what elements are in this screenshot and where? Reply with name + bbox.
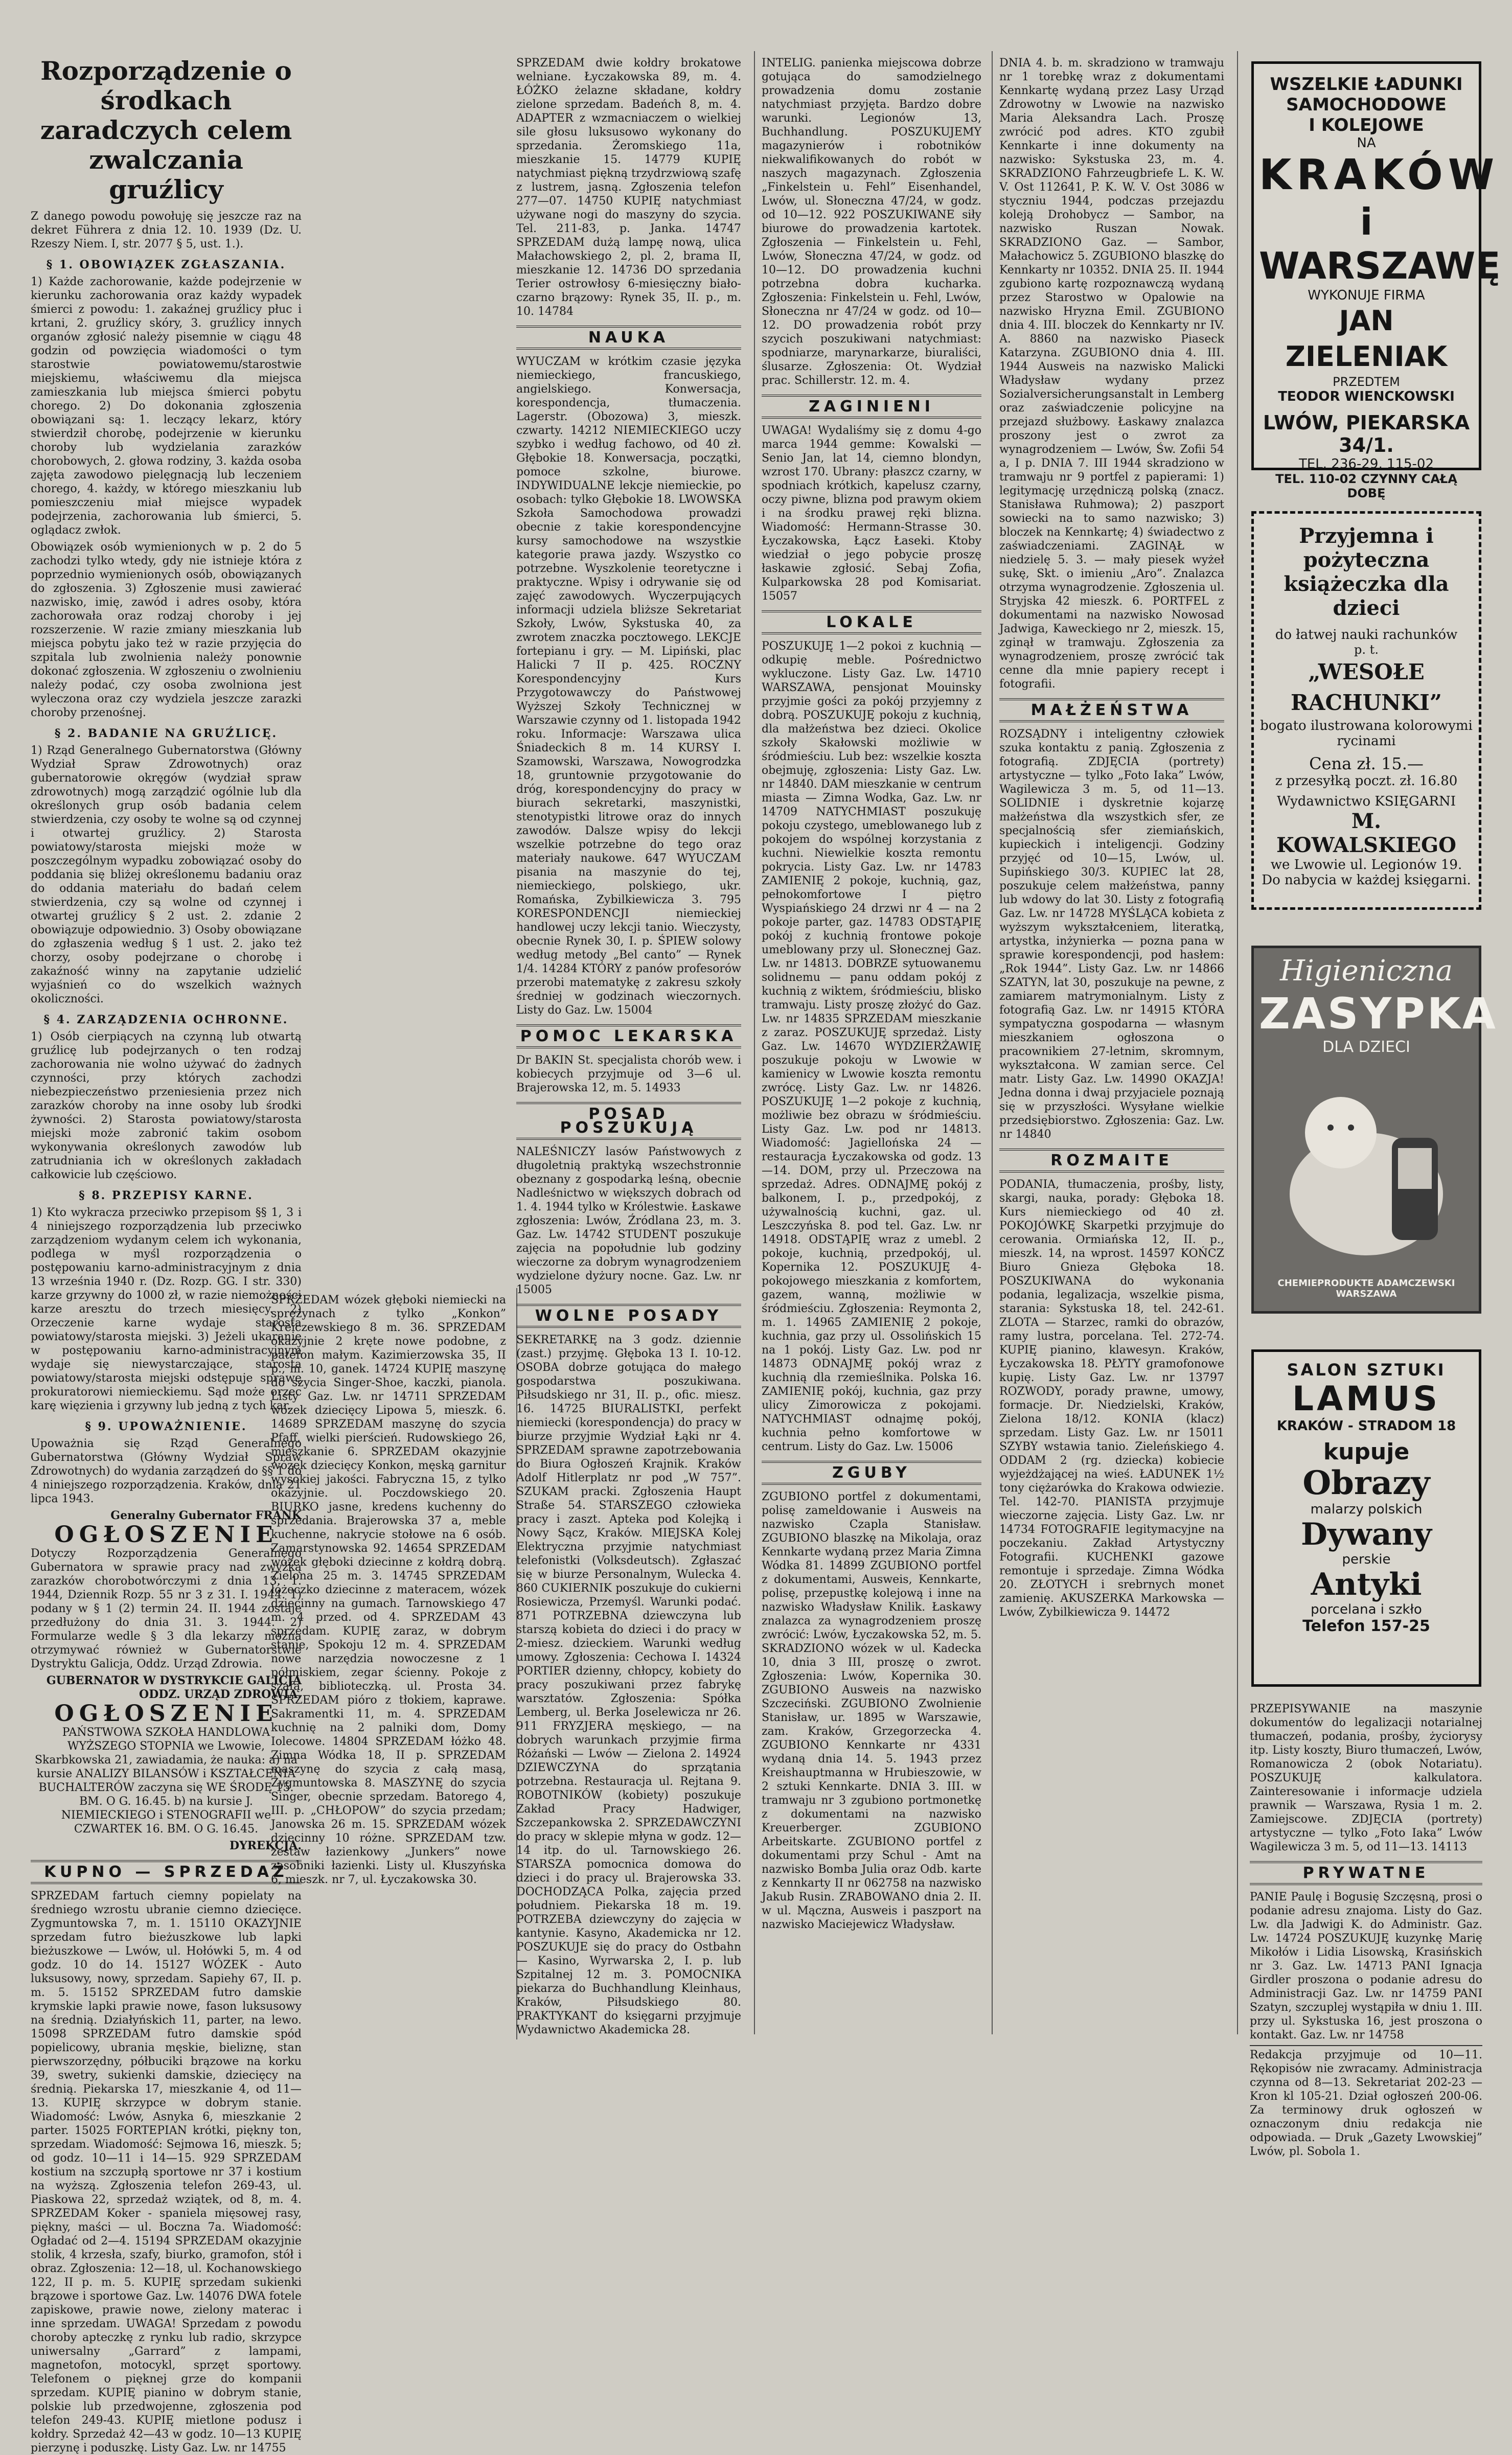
section-heading-wolne: WOLNE POSADY [516, 1304, 741, 1328]
signature: DYREKCJA. [229, 1839, 302, 1852]
ad-powder [1251, 946, 1498, 1314]
section-heading: § 1. OBOWIĄZEK ZGŁASZANIA. [46, 258, 286, 271]
ad-line: PRZEDTEM [1333, 375, 1400, 389]
classifieds-text: WYUCZAM w krótkim czasie języka niemieckiego, francuskiego, angielskiego. Konwersacja, korespondencja, tłumaczenia. Lagerstr. (Obozowa) 3, mieszk. czwarty. 14212 NIEMIECKIEGO uczy szybko i według fachowo, od 40 zł. Głębokie 18. Konwersacja, początki, pomoce szkolne, biurowe. INDYWIDUALNE lekcje niemieckie, po osobach: tylko Głębokie 18. LWOWSKA Szkoła Samochodowa prowadzi obecnie z takie korespondencyjne kursy samochodowe na wszystkie kategorie prawa jazdy. Wszystko co potrzebne. Wyszkolenie teoretyczne i praktyczne. Wpisy i odrywanie się od zajęć zawodowych. Wyczerpujących informacji udziela bliższe Sekretariat Szkoły, Lwów, Sykstuska 40, za zwrotem znaczka pocztowego. LEKCJE fortepianu i gry. — M. Lipiński, plac Halicki 7 II p. 425. ROCZNY Korespondencyjny Kurs Przygotowawczy do Państwowej Wyższej Szkoły Technicznej w Warszawie czynny od 1. listopada 1942 roku. Informacje: Warszawa ulica Śniadeckich 8 m. 14 KURSY I. Szamowski, Warszawa, Nowogrodzka 18, gruntownie przygotowanie do dróg, korespondencyjny do pracy w biurach sekretarki, maszynistki, stenotypistki litrowe oraz do innych zawodów. Dalsze wpisy do lekcji wszelkie potrzebne do tego oraz materiały naukowe. 647 WYUCZAM pisania na maszynie do tej, niemieckiego, polskiego, ukr. Romańska, Zybilkiewicza 3. 795 KORESPONDENCJI niemieckiej handlowej uczy lekcji tanio. Wieczysty, obecnie Rynek 30, I. p. ŚPIEW solowy według metody „Bel canto” — Rynek 1/4. 14284 KTÓRY z panów profesorów przerobi matematykę z zakresu szkoły średniej w godzinach wieczornych. Listy do Gaz. Lw. 15004 [516, 355, 741, 1017]
paragraph: 1) Każde zachorowanie, każde podejrzenie w kierunku zachorowania oraz każdy wypadek śmierci z powodu: 1. zakaźnej gruźlicy płuc i krtani, 2. gruźlicy skóry, 3. gruźlicy innych organów zgłosić należy pisemnie w ciągu 48 godzin od powzięcia wiadomości o tym starostwie powiatowemu/starostwie miejskiemu, właściwemu dla miejsca zamieszkania lub miejsca śmierci pobytu chorego. 2) Do dokonania zgłoszenia obowiązani są: 1. leczący lekarz, który stwierdził chorobę, podejrzenie w kierunku choroby lub wydzielania zarazków chorobowych, 2. głowa rodziny, 3. każda osoba zajęta zawodowo pielęgnacją lub leczeniem chorego, 4. każdy, w którego mieszkaniu lub pomieszczeniu miał miejsce wypadek podejrzenia, zachorowania lub śmierci, 5. oglądacz zwłok. [31, 276, 302, 537]
ad-line: M. KOWALSKIEGO [1276, 809, 1456, 857]
headline: Rozporządzenie o środkach zaradczych celem zwalczania gruźlicy [40, 56, 292, 204]
paragraph: 1) Rząd Generalnego Gubernatorstwa (Główny Wydział Spraw Zdrowotnych) oraz gubernatorowie okręgów (wydział spraw zdrowotnych) mogą zarządzić ogólnie lub dla określonych grup osób badania celem stwierdzenia, czy osoby te wolne są od czynnej i otwartej gruźlicy. 2) Starosta powiatowy/starosta miejski może w poszczególnym wypadku zobowiązać osoby do poddania się bliżej określonemu badaniu oraz do oddania materiału do badań celem stwierdzenia, czy są wolne od czynnej i otwartej gruźlicy § 2 ust. 2. zdanie 2 obowiązuje odpowiednio. 3) Osoby obowiązane do zgłaszenia według § 1 ust. 2. jako też chorzy, osoby podejrzane o chorobę i zakaźność winny na zapytanie udzielić wyjaśnień co do wszelkich ważnych okoliczności. [31, 744, 302, 1005]
ad-line: NA [1357, 135, 1376, 151]
ad-line: TEODOR WIENCKOWSKI [1278, 389, 1455, 404]
ad-line: i WARSZAWĘ [1259, 200, 1501, 287]
ad-line: porcelana i szkło [1311, 1602, 1422, 1617]
classifieds-text: INTELIG. panienka miejscowa dobrze gotująca do samodzielnego prowadzenia domu zostanie natychmiast przyjęta. Bardzo dobre warunki. Legionów 13, Buchhandlung. POSZUKUJEMY magazynierów i robotników niekwalifikowanych do robót w naszych magazynach. Zgłoszenia „Finkelstein u. Fehl” Eisenhandel, Lwów, ul. Słoneczna 47/24, w godz. od 10—12. 922 POSZUKIWANE siły biurowe do prowadzenia kartotek. Zgłoszenia — Finkelstein u. Fehl, Lwów, Słoneczna 47/24, w godz. od 10—12. DO prowadzenia kuchni potrzebna dobra kucharka. Zgłoszenia: Finkelstein u. Fehl, Lwów, Słoneczna nr 47/24 w godz. od 10—12. DO prowadzenia robót przy szycich poszukiwani natychmiast: spodniarze, marynarkarze, biuraliści, ślusarze. Zgłoszenia: Ot. Wydział prac. Schillerstr. 12. m. 4. [762, 57, 981, 387]
classifieds-text: DNIA 4. b. m. skradziono w tramwaju nr 1 torebkę wraz z dokumentami Kennkartę wydaną przez Lasy Urząd Zdrowotny w Lwowie na nazwisko Maria Aleksandra Lach. Proszę zwrócić pod adres. KTO zgubił Kennkarte i inne dokumenty na nazwisko: Sykstuska 23, m. 4. SKRADZIONO Fahrzeugbriefe L. K. W. V. Ost 112641, P. K. W. V. Ost 3086 w styczniu 1944, podczas przejazdu koleją Drohobycz — Sambor, na nazwisko Ruszan Nowak. SKRADZIONO Gaz. — Sambor, Małachowicz 5. ZGUBIONO blaszkę do Kennkarty nr 10352. DNIA 25. II. 1944 zgubiono kartę rozpoznawczą wydaną przez Starostwo w Opalowie na nazwisko Hryzna Emil. ZGUBIONO dnia 4. III. bloczek do Kennkarty nr IV. A. 8860 na nazwisko Piaseck Katarzyna. ZGUBIONO dnia 4. III. 1944 Ausweis na nazwisko Malicki Władysław wydany przez Sozialversicherungsanstalt in Lemberg oraz zaświadczenie policyjne na przejazd służbowy. Łaskawy znalazca proszony jest o zwrot za wynagrodzeniem — Lwów, Św. Zofii 54 a, I p. DNIA 7. III 1944 skradziono w tramwaju nr 9 portfel z papierami: 1) legitymację urzędniczą polską (znacz. Stanisława Ruhmowa); 2) paszport sowiecki na to samo nazwisko; 3) bloczek na Kennkartę; 4) świadectwo z zaświadczeniami. ZAGINĄŁ w niedzielę 5. 3. — mały piesek wyżeł sukę, Skt. o imieniu „Aro”. Znalazca otrzyma wynagrodzenie. Zgłoszenia ul. Stryjska 42 mieszk. 6. PORTFEL z dokumentami na nazwisko Nowosad Jadwiga, Kaweckiego nr 2, mieszk. 15, zginął w tramwaju. Zgłoszenia za wynagrodzeniem, proszę zwrócić tak cenne dla mnie papiery recept i fotografii. [999, 57, 1224, 691]
column-4 [999, 56, 1224, 2039]
paragraph: Dotyczy Rozporządzenia Generalnego Gubernatora w sprawie pracy nad zwyżką zarazków chorobotwórczymi z dnia 13. 1. 1944, Dziennik Rozp. 55 nr 3 z 31. I. 1944. 1) podany w § 1 (2) termin 24. II. 1944 zostaje przedłużony do dnia 31. 3. 1944. 2) Formularze wedle § 3 dla lekarzy można otrzymywać również w Gubernatorstwie Dystryktu Galicja, Oddz. Urząd Zdrowia. [31, 1547, 302, 1670]
signature: Generalny Gubernator FRANK [110, 1509, 302, 1522]
ad-transport [1251, 61, 1501, 500]
paragraph: Obowiązek osób wymienionych w p. 2 do 5 zachodzi tylko wtedy, gdy nie istnieje która z poprzednio wymienionych osób, obowiązanych do zgłoszenia. 3) Zgłoszenie musi zawierać nazwisko, imię, zawód i adres osoby, która zachorowała oraz rodzaj choroby i jej rozszerzenie. W razie zmiany mieszkania lub miejsca pobytu jako też w razie przyjęcia do szpitala lub zwolnienia należy ponownie dokonać zgłoszenia. W zgłoszeniu o zwolnieniu należy podać, czy osoba zwolniona jest wyleczona oraz czy wydziela jeszcze zarazki choroby przenośnej. [31, 541, 302, 719]
section-heading-zguby: ZGUBY [762, 1461, 981, 1485]
column-rule [1237, 51, 1238, 2034]
ad-line: p. t. [1354, 643, 1379, 657]
ad-line: z przesyłką poczt. zł. 16.80 [1275, 773, 1458, 789]
ad-line: KRAKÓW [1259, 151, 1500, 199]
ad-line: TEL. 236-29, 115-02 [1298, 456, 1434, 472]
ad-line: LWÓW, PIEKARSKA 34/1. [1263, 411, 1470, 456]
section-heading-rozmaite: ROZMAITE [999, 1149, 1224, 1173]
classifieds-text: ROZSĄDNY i inteligentny człowiek szuka kontaktu z panią. Zgłoszenia z fotografią. ZDJĘCIA (portrety) artystyczne — tylko „Foto Iaka” Lwów, Wagilewicza 3 m. 5, od 11—13. SOLIDNIE i dyskretnie kojarzę małżeństwa dla wszystkich sfer, ze specjalnością sfer ziemiańskich, kupieckich i inteligencji. Godziny przyjęć od 10—15, Lwów, ul. Supińskiego 30/3. KUPIEC lat 28, poszukuje celem małżeństwa, panny lub wdowy do lat 30. Listy z fotografią Gaz. Lw. nr 14728 MYŚLĄCA kobieta z wyższym wykształceniem, literatką, artystka, inżynierka — pozna pana w sprawie korespondencji, pod hasłem: „Rok 1944”. Listy Gaz. Lw. nr 14866 SZATYN, lat 30, poszukuje na pewne, z zamiarem matrymonialnym. Listy z fotografią Gaz. Lw. nr 14915 KTÓRA sympatyczna gospodarna — własnym mieszkaniem ogłoszona o pracownikiem 27-letnim, skromnym, wykształcona. W zamian serce. Cel matr. Listy Gaz. Lw. 14990 OKAZJA! Jedna donna i dwaj przyjaciele poznają się w przyszłości. Wysyłane wielkie przedsiębiorstwo. Zgłoszenia: Gaz. Lw. nr 14840 [999, 728, 1224, 1141]
classifieds-text: SEKRETARKĘ na 3 godz. dziennie (zast.) przyjmę. Głęboka 13 I. 10-12. OSOBA dobrze gotująca do małego gospodarstwa poszukiwana. Piłsudskiego nr 31, II. p., ofic. miesz. 16. 14725 BIURALISTKI, perfekt niemiecki (korespondencja) do pracy w biurze przyjmie Wydział Łąki nr 4. SPRZEDAM sprawne zapotrzebowania do Biura Ogłoszeń Krajnik. Kraków Adolf Hitlerplatz nr pod „W 757”. SZUKAM pracki. Zgłoszenia Haupt Straße 54. STARSZEGO człowieka pracy i zaszt. Apteka pod Kolejką i Nowy Sącz, Kraków. MIEJSKA Kolej Elektryczna przyjmie natychmiast telefonistki (Volksdeutsch). Zgłaszać się w biurze Personalnym, Wulecka 4. 860 CUKIERNIK poszukuje do cukierni Rosiewicza, Przemyśl. Warunki podać. 871 POTRZEBNA dziewczyna lub starszą kobieta do dzieci i do pracy w 2-miesz. dzieckiem. Warunki według umowy. Zgłoszenia: Cechowa I. 14324 PORTIER dzienny, chłopcy, kobiety do pracy poszukiwani przez fabrykę warsztatów. Zgłoszenia: Spółka Lemberg, ul. Berka Joselewicza nr 26. 911 FRYZJERA męskiego, — na dobrych warunkach przyjmie firma Różański — Lwów — Zielona 2. 14924 DZIEWCZYNA do sprzątania potrzebna. Restauracja ul. Rejtana 9. ROBOTNIKÓW (kobiety) poszukuje Zakład Pracy Hadwiger, Szczepankowska 2. SPRZEDAWCZYNI do pracy w sklepie młyna w godz. 12—14 itp. do ul. Tarnowskiego 26. STARSZA pomocnica domowa do dzieci i do pracy ul. Brajerowska 33. DOCHODZĄCA Polka, zajęcia przed południem. Piekarska 18 m. 19. POTRZEBA dziewczyny do zajęcia w kantynie. Kasyno, Akademicka nr 12. POSZUKUJE się do pracy do Ostbahn — Kasino, Wyrwarska 2, I. p. lub Szpitalnej 12 m. 3. POMOCNIKA piekarza do Buchhandlung Kleinhaus, Kraków, Piłsudskiego 80. PRAKTYKANT do księgarni przyjmuje Wydawnictwo Akademicka 28. [516, 1334, 741, 2036]
ad-line: „WESOŁE RACHUNKI” [1291, 659, 1442, 715]
intro: Z danego powodu powołuję się jeszcze raz na dekret Führera z dnia 12. 10. 1939 (Dz. U. Rzeszy Niem. I, str. 2077 § 5, ust. 1.). [31, 210, 302, 250]
section-heading: § 4. ZARZĄDZENIA OCHRONNE. [43, 1013, 289, 1026]
classifieds-text: PRZEPISYWANIE na maszynie dokumentów do legalizacji notarialnej tłumaczeń, podania, prośby, życiorysy itp. Listy koszty, Biuro tłumaczeń, Lwów, Romanowicza 2 (obok Notariatu). POSZUKUJĘ kalkulatora. Zainteresowanie i informacje udziela prawnik — Warszawa, Rysia 1 m. 2. Zamiejscowe. ZDJĘCIA (portrety) artystyczne — tylko „Foto Iaka” Lwów Wagilewicza 3 m. 5, od 11—13. 14113 [1250, 1703, 1482, 1853]
ad-line: książeczka dla dzieci [1284, 572, 1449, 620]
ad-line: Wydawnictwo KSIĘGARNI [1276, 794, 1456, 809]
ad-line: do łatwej nauki rachunków [1275, 627, 1458, 643]
classifieds-text: PANIE Paulę i Bogusię Szczęsną, prosi o podanie adresu znajoma. Listy do Gaz. Lw. dla Jadwigi K. do Administr. Gaz. Lw. 14724 POSZUKUJĘ kuzynkę Marię Mikołów i Lidia Lisowską, Krasińskich nr 3. Gaz. Lw. 14713 PANI Ignacja Girdler proszona o podanie adresu do Administracji Gaz. Lw. nr 14759 PANI Szatyn, szczuplej wystąpiła w dniu 1. III. przy ul. Sykstuska 16, jest proszona o kontakt. Gaz. Lw. nr 14758 [1250, 1891, 1482, 2041]
ad-line: SALON SZTUKI [1287, 1360, 1446, 1380]
ad-line: kupuje [1323, 1439, 1410, 1465]
column-3 [762, 56, 981, 2039]
section-heading-malzenstwa: MAŁŻEŃSTWA [999, 698, 1224, 722]
column-2 [516, 56, 741, 2036]
ad-line: Obrazy [1302, 1464, 1430, 1502]
ad-line: Higieniczna [1280, 954, 1453, 988]
ad-line: WSZELKIE ŁADUNKI [1270, 74, 1463, 95]
section-heading: § 9. UPOWAŻNIENIE. [85, 1420, 247, 1433]
column-rule [754, 51, 755, 2034]
section-heading: § 8. PRZEPISY KARNE. [79, 1189, 254, 1202]
column-2-lower [271, 1293, 506, 2034]
signature: GUBERNATOR W DYSTRYKCIE GALICJA ODDZ. URZĄD ZDROWIA. [46, 1674, 302, 1701]
ad-line: Telefon 157-25 [1302, 1617, 1430, 1635]
ad-line: perskie [1342, 1552, 1391, 1567]
section-heading-posad: POSAD POSZUKUJĄ [516, 1102, 741, 1140]
column-1 [31, 56, 302, 2454]
section-heading: § 2. BADANIE NA GRUŹLICĘ. [54, 727, 278, 740]
classifieds-text: SPRZEDAM wózek głęboki niemiecki na sprężynach z tylko „Konkon” Kreiczewskiego 8 m. 36. SPRZEDAM okazyjnie 2 kręte nowe podobne, z patefon małym. Kazimierzowska 35, II p., m. 10, ganek. 14724 KUPIĘ maszynę do szycia Singer-Shoe, kaczki, pianola. Listy Gaz. Lw. nr 14711 SPRZEDAM wózek dziecięcy Lipowa 5, mieszk. 6. 14689 SPRZEDAM maszynę do szycia Pfaff, wielki pierścień. Rudowskiego 26, mieszkanie 6. SPRZEDAM okazyjnie wózek dziecięcy Konkon, męską garnitur wysokiej jakości. Fabryczna 15, z tylko okazyjnie. ul. Poczdowskiego 20. BIURKO jasne, kredens kuchenny do sprzedania. Brajerowska 37 a, meble kuchenne, nakrycie stołowe na 6 osób. Zamarstynowska 92. 14654 SPRZEDAM wózek głęboki dziecinne z kołdrą dobrą. Zielona 25 m. 3. 14745 SPRZEDAM łóżeczko dziecinne z materacem, wózek dziecinny na gumach. Tarnowskiego 47 m. 4 przed. od 4. SPRZEDAM 43 sprzedam. KUPIĘ zaraz, w dobrym stanie, Spokoju 12 m. 4. SPRZEDAM nowe narzędzia nowoczesne z 1 półmiskiem, zegar ścienny. Pokoje z szafą, biblioteczką. ul. Prosta 34. SPRZEDAM pióro z tłokiem, kaprawe. Sakramentki 11, m. 4. SPRZEDAM kuchnię na 2 palniki dom, Domy Iolecowe. 14804 SPRZEDAM łóżko 48. Zimna Wódka 18, II p. SPRZEDAM maszynę do szycia z całą masą, Zygmuntowska 8. MASZYNĘ do szycia Singer, obecnie sprzedam. Batorego 4, III. p. „CHŁOPOW” do szycia przedam; Janowska 26 m. 15. SPRZEDAM wózek dziecinny 10 różne. SPRZEDAM tzw. zestaw łazienkowy „Junkers” nowe zasobniki łazienki. Listy ul. Kłuszyńska 6, mieszk. nr 7, ul. Łyczakowska 30. [271, 1294, 506, 1886]
paragraph: 1) Kto wykracza przeciwko przepisom §§ 1, 3 i 4 niniejszego rozporządzenia lub przeciwko zarządzeniom wydanym celem ich wykonania, podlega w myśl rozporządzenia o postępowaniu karno-administracyjnym z dnia 13 września 1940 r. (Dz. Rozp. GG. I str. 330) karze grzywny do 1000 zł, w razie niemożności karze aresztu do trzech miesięcy. 2) Orzeczenie karne wydaje starosta powiatowy/starosta miejski. 3) Jeżeli ukaranie w postępowaniu karno-administracyjnym wydaje się niewystarczające, starosta powiatowy/starosta miejski odstępuje sprawę prokuratorowi niemieckiemu. Sąd może orzec karę więzienia i grzywny lub jedną z tych kar. [31, 1206, 302, 1412]
ad-line: LAMUS [1292, 1379, 1440, 1418]
ad-line: Dywany [1301, 1517, 1432, 1552]
section-heading-zaginieni: ZAGINIENI [762, 395, 981, 419]
ad-line: CHEMIEPRODUKTE ADAMCZEWSKI WARSZAWA [1277, 1278, 1455, 1299]
baby-illustration-icon [1264, 1061, 1469, 1276]
ad-line: ZASYPKA [1259, 989, 1498, 1039]
ad-line: Przyjemna i pożyteczna [1299, 524, 1434, 572]
classifieds-text: ZGUBIONO portfel z dokumentami, polisę zameldowanie i Ausweis na nazwisko Czapla Stanisław. ZGUBIONO blaszkę na Mikolaja, oraz Kennkarte wydaną przez Maria Zimna Wódka 81. 14899 ZGUBIONO portfel z dokumentami, Ausweis, Kennkarte, polisę, przepustkę kolejową i inne na nazwisko Władysław Knilik. Łaskawy znalazca za wynagrodzeniem proszę zwrócić: Lwów, Łyczakowska 52, m. 5. SKRADZIONO wózek w ul. Kadecka 10, dnia 3 III, proszę o zwrot. Zgłoszenia: Lwów, Kopernika 30. ZGUBIONO Ausweis na nazwisko Szczeciński. ZGUBIONO Zwolnienie Stanisław, ur. 1895 w Warszawie, zam. Kraków, Grzegorzecka 4. ZGUBIONO Kennkarte nr 4331 wydaną dnia 14. 5. 1943 przez Kreishauptmanna w Hrubieszowie, w 2 sztuki Kennkarte. DNIA 3. III. w tramwaju nr 3 zgubiono portmonetkę z dokumentami na nazwisko Kreuerberger. ZGUBIONO Arbeitskarte. ZGUBIONO portfel z dokumentami przy Schul - Amt na nazwisko Bomba Julia oraz Odb. karte z Kennkarty II nr 062758 na nazwisko Jakub Rusin. ZRABOWANO dnia 2. II. w ul. Mączna, Ausweis i paszport na nazwisko Maciejewicz Władysław. [762, 1490, 981, 1931]
ad-line: SAMOCHODOWE [1286, 95, 1447, 115]
column-5-lower [1250, 1702, 1482, 2158]
ad-line: JAN ZIELENIAK [1285, 305, 1448, 373]
paragraph: Upoważnia się Rząd Generalnego Gubernatorstwa (Główny Wydział Spraw Zdrowotnych) do wydania zarządzeń do §§ 1 do 4 niniejszego rozporządzenia. Kraków, dnia 21 lipca 1943. [31, 1437, 302, 1505]
section-heading-pomoc: POMOC LEKARSKA [516, 1024, 741, 1048]
ad-line: TEL. 110-02 CZYNNY CAŁĄ DOBĘ [1275, 472, 1457, 500]
ad-lamus [1251, 1349, 1481, 1687]
ad-line: DLA DZIECI [1322, 1038, 1410, 1056]
section-heading-nauka: NAUKA [516, 326, 741, 350]
section-heading-lokale: LOKALE [762, 610, 981, 634]
classifieds-text: Dr BAKIN St. specjalista chorób wew. i kobiecych przyjmuje od 3—6 ul. Brajerowska 12, m. 5. 14933 [516, 1054, 741, 1094]
section-heading-prywatne: PRYWATNE [1250, 1861, 1482, 1885]
classifieds-text: UWAGA! Wydaliśmy się z domu 4-go marca 1944 gemme: Kowalski — Senio Jan, lat 14, ciemno blondyn, wzrost 170. Ubrany: płaszcz czarny, w spodniach krótkich, kapelusz czarny, oczy piwne, blizna pod prawym okiem i na środku prawej ręki blizna. Wiadomość: Hermann-Strasse 30. Łyczakowska, Łącz Łaseki. Ktoby wiedział o jego pobycie proszę łaskawie zgłosić. Sebaj Zofia, Kulparkowska 28 pod Komisariat. 15057 [762, 424, 981, 603]
classifieds-text: SPRZEDAM fartuch ciemny popielaty na średniego wzrostu ubranie ciemno dziecięce. Zygmuntowska 7, m. 1. 15110 OKAZYJNIE sprzedam futro bieżuszkowe lub lapki bieżuszkowe — Lwów, ul. Hołówki 5, m. 4 od godz. 10 do 14. 15127 WÓZEK - Auto luksusowy, nowy, sprzedam. Sapiehy 67, II. p. m. 5. 15152 SPRZEDAM futro damskie krymskie lapki prawie nowe, fason luksusowy na średnią. Działyńskich 11, parter, na lewo. 15098 SPRZEDAM futro damskie spód popielicowy, ubrania męskie, bieliznę, stan pierwszorzędny, półbuciki brązowe na korku 39, swetry, sukienki damskie, dziecięcy na średnią. Piekarska 17, mieszkanie 4, od 11—13. KUPIĘ skrzypce w dobrym stanie. Wiadomość: Lwów, Asnyka 6, mieszkanie 2 parter. 15025 FORTEPIAN krótki, piękny ton, sprzedam. Wiadomość: Sejmowa 16, mieszk. 5; od godz. 10—11 i 14—15. 929 SPRZEDAM kostium na szczupłą sportowe nr 37 i kostium na wyższą. Zgłoszenia telefon 269-43, ul. Piaskowa 22, sprzedaż wziątek, od 8, m. 4. SPRZEDAM Koker - spaniela mięsowej rasy, piękny, maści — ul. Boczna 7a. Wiadomość: Ogładać od 2—4. 15194 SPRZEDAM okazyjnie stolik, 4 krzesła, szafy, biurko, gramofon, stół i obraz. Zgłoszenia: 12—18, ul. Kochanowskiego 122, II p. m. 5. KUPIĘ sprzedam sukienki brązowe i sportowe Gaz. Lw. 14076 DWA fotele zapiskowe, prawie nowe, zielony materac i inne sprzedam. UWAGA! Sprzedam z powodu choroby apteczkę z rynku lub radio, skrzypce uniwersalny „Garrard” z lampami, magnetofon, motocykl, sprzęt sportowy. Telefonem o pięknej grze do kompanii sprzedam. KUPIĘ pianino w dobrym stanie, polskie lub przedwojenne, zgłoszenia pod telefon 249-43. KUPIĘ mietlone podusz i kołdry. Sprzedaż 42—43 w godz. 10—13 KUPIĘ pierzynę i poduszkę. Listy Gaz. Lw. nr 14755 [31, 1890, 302, 2454]
column-rule [992, 51, 993, 2034]
ad-line: bogato ilustrowana kolorowymi rycinami [1260, 718, 1473, 749]
paragraph: PAŃSTWOWA SZKOŁA HANDLOWA WYŻSZEGO STOPNIA we Lwowie, Skarbkowska 21, zawiadamia, że nauka: a) na kursie ANALIZY BILANSÓW i KSZTAŁCENIA BUCHALTERÓW zaczyna się WE ŚRODĘ 15. BM. O G. 16.45. b) na kursie J. NIEMIECKIEGO i STENOGRAFII we CZWARTEK 16. BM. O G. 16.45. [34, 1726, 297, 1835]
ad-line: malarzy polskich [1310, 1502, 1423, 1517]
ad-line: I KOLEJOWE [1309, 115, 1424, 135]
ad-line: Antyki [1311, 1567, 1422, 1602]
ad-line: KRAKÓW - STRADOM 18 [1276, 1418, 1456, 1434]
classifieds-text: SPRZEDAM dwie kołdry brokatowe welniane. Łyczakowska 89, m. 4. ŁÓŻKO żelazne składane, kołdry zielone sprzedam. Badeńch 8, m. 4. ADAPTER z wzmacniaczem o wielkiej sile głosu luksusowo wykonany do sprzedania. Żeromskiego 11a, mieszkanie 15. 14779 KUPIĘ natychmiast piękną trzydrzwiową szafę z lustrem, jasną. Zgłoszenia telefon 277—07. 14750 KUPIĘ natychmiast używane nogi do maszyny do szycia. Tel. 211-83, p. Janka. 14747 SPRZEDAM dużą lampę nową, ulica Małachowskiego 2, pl. 2, brama II, mieszkanie 12. 14736 DO sprzedania Terier ostrowłosy 6-miesięczny biało-czarno brązowy: Rynek 35, II. p., m. 10. 14784 [516, 57, 741, 318]
ad-book [1251, 511, 1481, 910]
ad-line: Do nabycia w każdej księgarni. [1262, 873, 1471, 888]
ad-line: Cena zł. 15.— [1309, 754, 1424, 773]
announcement-heading: OGŁOSZENIE [54, 1701, 278, 1727]
ad-line: WYKONUJE FIRMA [1308, 288, 1425, 303]
announcement-heading: OGŁOSZENIE [54, 1522, 278, 1548]
classifieds-text: NALEŚNICZY lasów Państwowych z długoletnią praktyką wszechstronnie obeznany z gospodarką leśną, obecnie Nadleśnictwo w większych dobrach od 1. 4. 1944 tylko w Królestwie. Łaskawe zgłoszenia: Lwów, Źródlana 23, m. 3. Gaz. Lw. 14742 STUDENT poszukuje zajęcia na popołudnie lub godziny wieczorne za dobrym wynagrodzeniem wydzielone dyżury nocne. Gaz. Lw. nr 15005 [516, 1145, 741, 1296]
section-heading-kupno: KUPNO — SPRZEDAŻ [31, 1860, 302, 1884]
editorial-note: Redakcja przyjmuje od 10—11. Rękopisów nie zwracamy. Administracja czynna od 8—13. Sekretariat 202-23 — Kron kl 105-21. Dział ogłoszeń 200-06. Za terminowy druk ogłoszeń w oznaczonym dniu redakcja nie odpowiada. — Druk „Gazety Lwowskiej” Lwów, pl. Sobola 1. [1250, 2045, 1482, 2159]
classifieds-text: POSZUKUJĘ 1—2 pokoi z kuchnią — odkupię meble. Pośrednictwo wykluczone. Listy Gaz. Lw. 14710 WARSZAWA, pensjonat Mouinsky przyjmie gości za pokój przyjemny z dobrą. POSZUKUJĘ pokoju z kuchnią, dla małżeństwa bez dzieci. Okolice szkoły Skałowski możliwie w śródmieściu. Lub bez: wszelkie koszta obejmuję, zgłoszenia: Listy Gaz. Lw. nr 14840. DAM mieszkanie w centrum miasta — Zimna Wodka, Gaz. Lw. nr 14709 NATYCHMIAST poszukuję pokoju czystego, umeblowanego lub z pokojem do wspólnej korzystania z kuchni. Niewielkie koszta remontu pokrycia. Listy Gaz. Lw. nr 14783 ZAMIENIĘ 2 pokoje, kuchnią, gaz, pełnokomfortowe I piętro Wyspiańskiego 24 drzwi nr 4 — na 2 pokoje parter, gaz. 14783 ODSTĄPIĘ pokój z kuchnią frontowe pokoje umeblowany przy ul. Słonecznej Gaz. Lw. nr 14813. DOBRZE sytuowanemu solidnemu — panu oddam pokój z kuchnią z wiktem, śródmieściu, blisko tramwaju. Listy proszę złożyć do Gaz. Lw. nr 14835 SPRZEDAM mieszkanie z zaraz. POSZUKUJĘ sprzedaż. Listy Gaz. Lw. 14670 WYDZIERŻAWIĘ poszukuje pokoju w Lwowie w kamienicy w Lwowie koszta remontu zwrócę. Listy Gaz. Lw. nr 14826. POSZUKUJĘ 1—2 pokoje z kuchnią, możliwie bez obrazu w śródmieściu. Listy Gaz. Lw. pod nr 14813. Wiadomość: Jagiellońska 24 — restauracja Łyczakowska od godz. 13—14. DOM, przy ul. Przeczowa na sprzedaż. Adres. ODNAJMĘ pokój z balkonem, I. p., przedpokój, z używalnością kuchni, gaz. ul. Leszczyńska 8. pod tel. Gaz. Lw. nr 14918. ODSTĄPIĘ wraz z umebl. 2 pokoje, kuchnią, przedpokój, ul. Kopernika 12. POSZUKUJĘ 4-pokojowego mieszkania z komfortem, gazem, wanną, możliwie w śródmieściu. Zgłoszenia: Reymonta 2, m. 1. 14965 ZAMIENIĘ 2 pokoje, kuchnia, gaz przy ul. Ossolińskich 15 na 1 pokój. Listy Gaz. Lw. pod nr 14873 ODNAJMĘ pokój wraz z kuchnią dla rzemieślnika. Polska 16. ZAMIENIĘ pokój, kuchnia, gaz przy ulicy Zimorowicza z pokojami. NATYCHMIAST odnajmę pokój, kuchnia pełno komfortowe w centrum. Listy do Gaz. Lw. 15006 [762, 640, 981, 1453]
ad-line: we Lwowie ul. Legionów 19. [1270, 857, 1462, 873]
paragraph: 1) Osób cierpiących na czynną lub otwartą gruźlicę lub podejrzanych o ten rodzaj zachorowania nie wolno używać do żadnych czynności, przy których zachodzi niebezpieczeństwo przeniesienia przez nich zarazków choroby na inne osoby lub środki żywności. 2) Starosta powiatowy/starosta miejski może zabronić takim osobom wykonywania określonych zawodów lub zatrudniania ich w określonych zakładach całkowicie lub częściowo. [31, 1030, 302, 1181]
classifieds-text: PODANIA, tłumaczenia, prośby, listy, skargi, nauka, porady: Głęboka 18. Kurs niemieckiego od 40 zł. POKOJÓWKĘ Skarpetki przyjmuje do cerowania. Ormiańska 12, II. p., mieszk. 14, na wprost. 14597 KOŃCZ Biuro Gnieza Głęboka 18. POSZUKIWANA do wykonania podania, legalizacja, wszelkie pisma, starania: Sykstuska 18, tel. 242-61. ZLOTA — Starzec, ramki do obrazów, ramy lustra, porcelana. Tel. 272-74. KUPIĘ pianino, klawesyn. Kraków, Łyczakowska 18. PŁYTY gramofonowe kupię. Listy Gaz. Lw. nr 13797 ROZWODY, porady prawne, umowy, formacje. Dr. Niedzielski, Kraków, Zielona 18/12. KONIA (klacz) sprzedam. Listy Gaz. Lw. nr 15011 SZYBY wstawia tanio. Zieleńskiego 4. ODDAM 2 (rg. dziecka) kobiecie wyjeżdżającej na wieś. ŁADUNEK 1½ tony ciężarówka do Krakowa odwiezie. Tel. 142-70. PIANISTA przyjmuje wieczorne zajęcia. Listy Gaz. Lw. nr 14734 FOTOGRAFIE legitymacyjne na poczekaniu. Zakład Artystyczny Fotografii. KUCHENKI gazowe remontuje i sprzedaje. Zimna Wódka 20. ZŁOTYCH i srebrnych monet zamienię. AKUSZERKA Markowska — Lwów, Zybilkiewicza 9. 14472 [999, 1178, 1224, 1619]
